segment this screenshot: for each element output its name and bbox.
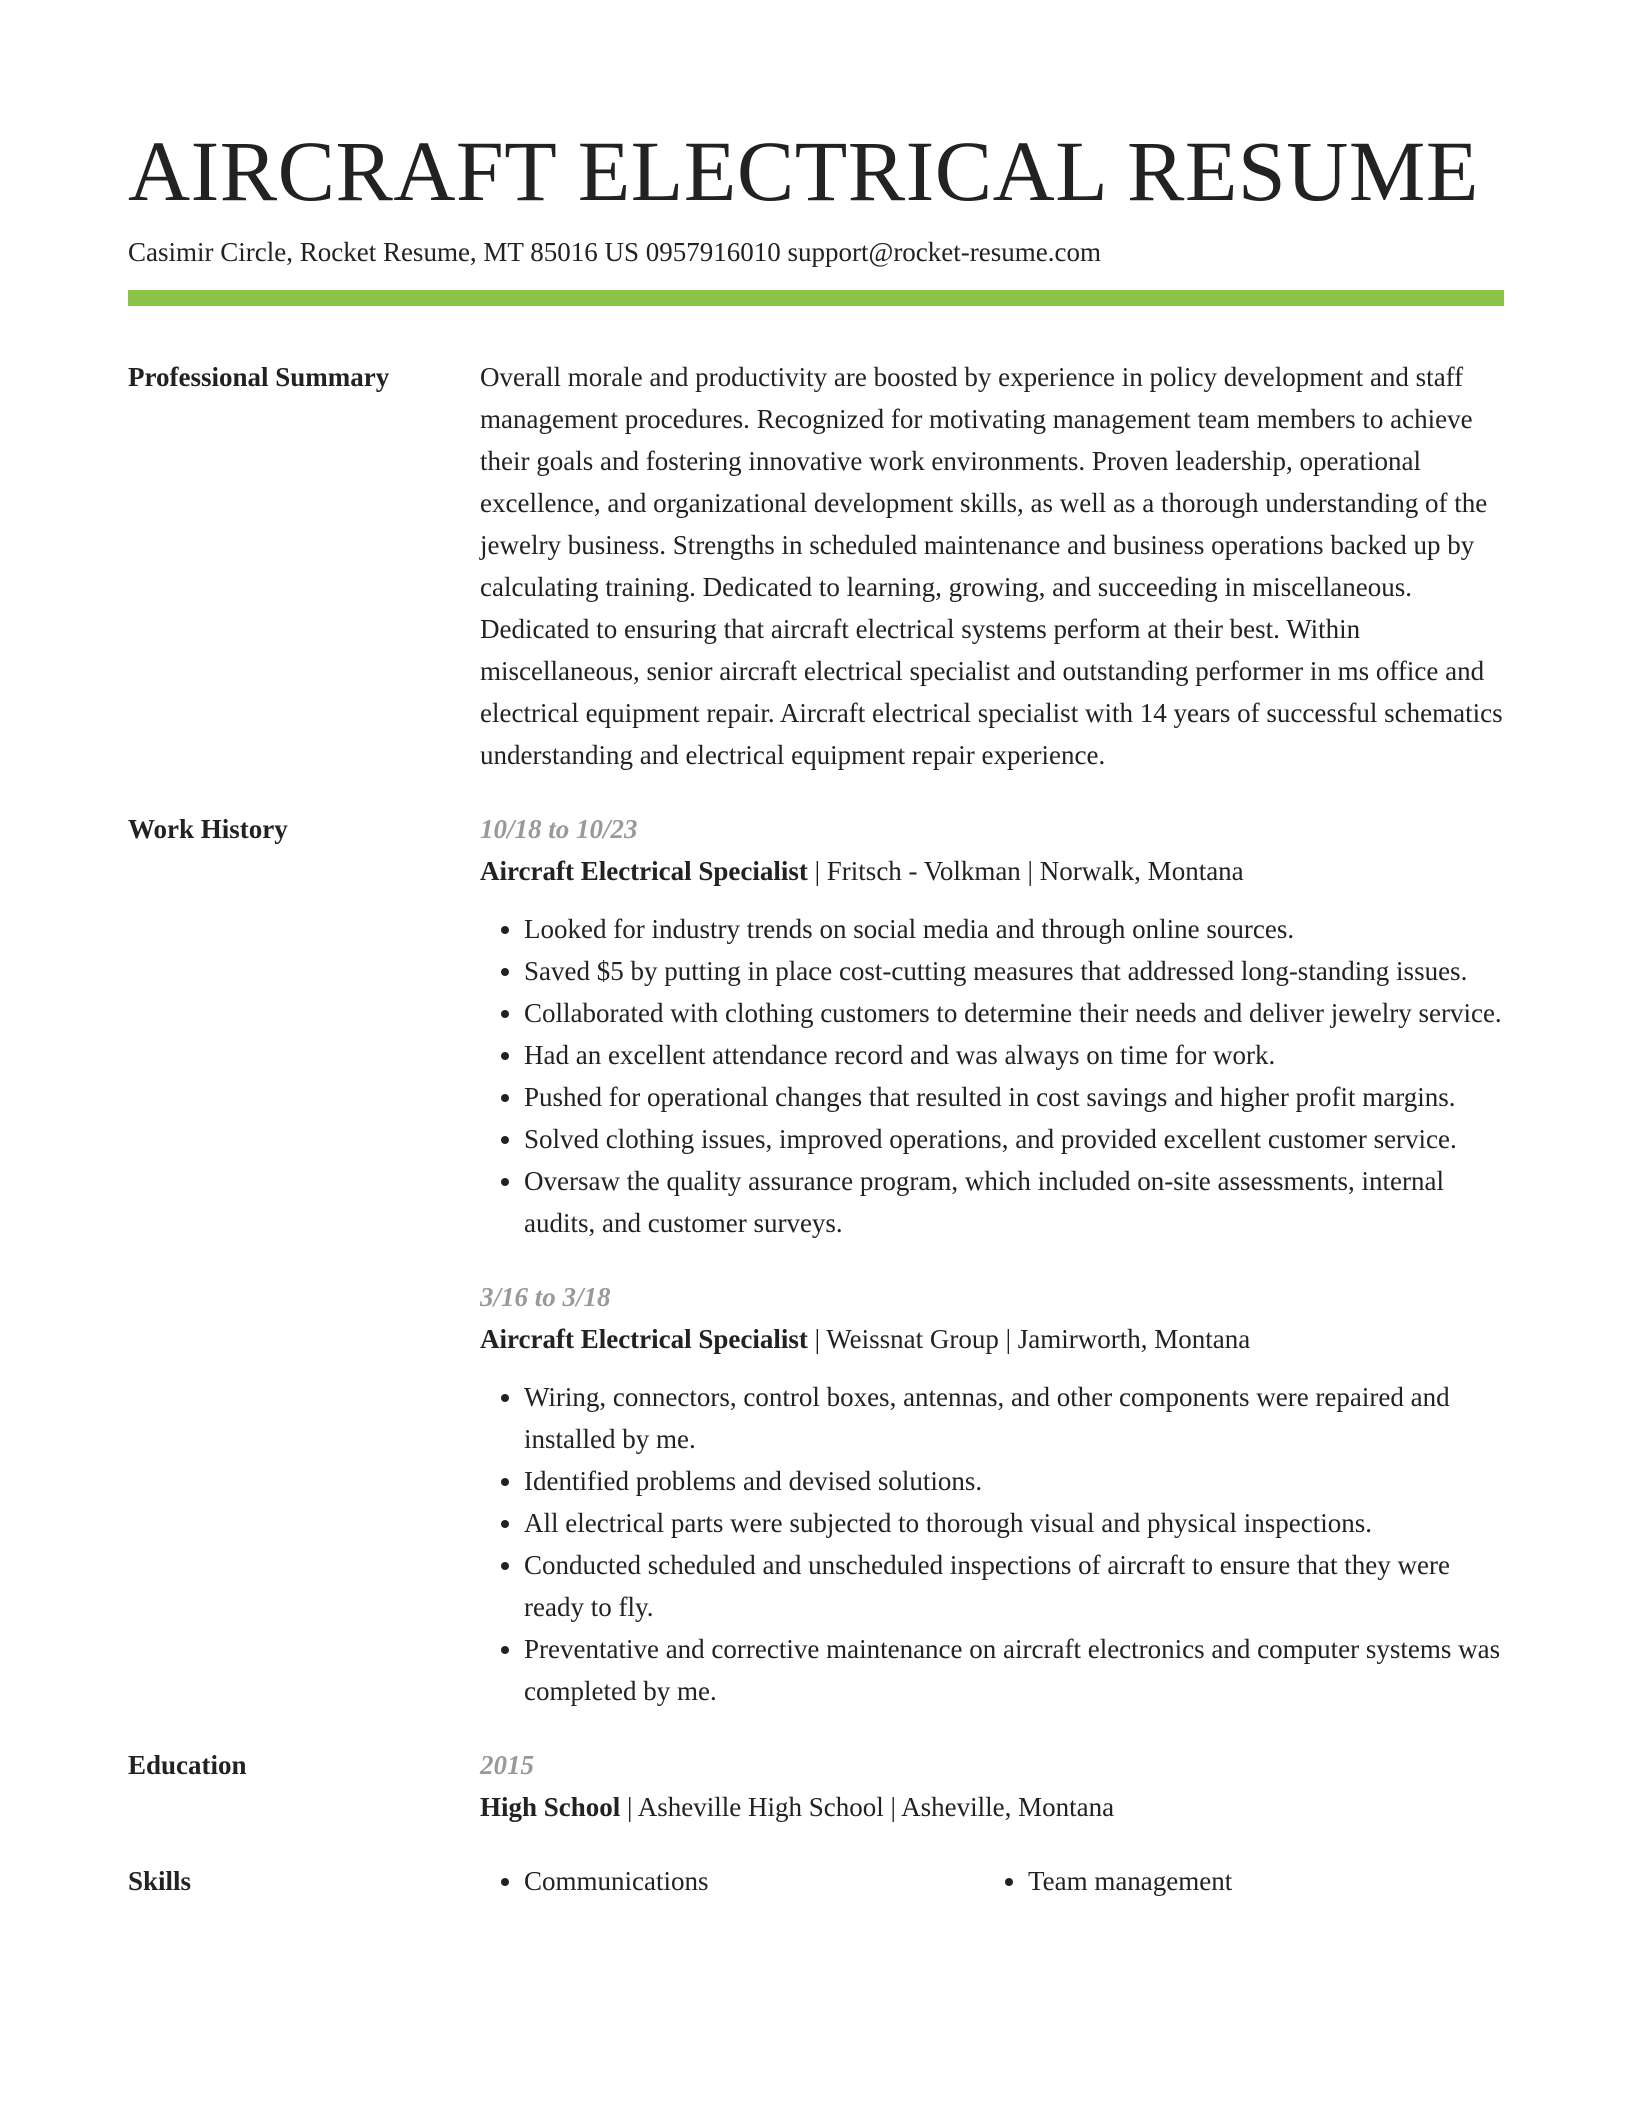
section-label-summary: Professional Summary — [128, 362, 390, 392]
list-item: • Collaborated with clothing customers to determine their needs and deliver jewelry service. — [524, 992, 1504, 1034]
job-heading — [480, 1318, 1504, 1360]
list-item: • Oversaw the quality assurance program, which included on-site assessments, internal audits, and customer surveys. — [524, 1160, 1504, 1244]
education-heading — [480, 1786, 1504, 1828]
work-history-section — [128, 808, 1504, 1712]
list-item: • Saved $5 by putting in place cost-cutting measures that addressed long-standing issues. — [524, 950, 1504, 992]
list-item: • Had an excellent attendance record and was always on time for work. — [524, 1034, 1504, 1076]
list-item: • All electrical parts were subjected to thorough visual and physical inspections. — [524, 1502, 1504, 1544]
job-employer-location: | Fritsch - Volkman | Norwalk, Montana — [807, 856, 1244, 886]
job-entry — [480, 1276, 1504, 1712]
section-label-education: Education — [128, 1750, 247, 1780]
accent-divider — [128, 290, 1504, 306]
resume-title: AIRCRAFT ELECTRICAL RESUME — [128, 123, 1479, 219]
education-year: 2015 — [480, 1750, 534, 1780]
contact-info: Casimir Circle, Rocket Resume, MT 85016 US 0957916010 support@rocket-resume.com — [128, 237, 1101, 267]
education-section — [128, 1744, 1504, 1828]
job-bullets — [480, 908, 1504, 1244]
job-employer-location: | Weissnat Group | Jamirworth, Montana — [807, 1324, 1251, 1354]
professional-summary-section — [128, 356, 1504, 776]
skills-column — [984, 1860, 1488, 1902]
job-bullets — [480, 1376, 1504, 1712]
list-item: • Pushed for operational changes that resulted in cost savings and higher profit margins. — [524, 1076, 1504, 1118]
list-item: • Solved clothing issues, improved operations, and provided excellent customer service. — [524, 1118, 1504, 1160]
list-item: • Preventative and corrective maintenance on aircraft electronics and computer systems was completed by me. — [524, 1628, 1504, 1712]
summary-text: Overall morale and productivity are boosted by experience in policy development and staff management procedures. Recognized for motivating management team members to achieve their goals and fostering innovative work environments. Proven leadership, operational excellence, and organizational development skills, as well as a thorough understanding of the jewelry business. Strengths in scheduled maintenance and business operations backed up by calculating training. Dedicated to learning, growing, and succeeding in miscellaneous. Dedicated to ensuring that aircraft electrical systems perform at their best. Within miscellaneous, senior aircraft electrical specialist and outstanding performer in ms office and electrical equipment repair. Aircraft electrical specialist with 14 years of successful schematics understanding and electrical equipment repair experience. — [480, 362, 1503, 770]
list-item: • Wiring, connectors, control boxes, antennas, and other components were repaired and installed by me. — [524, 1376, 1504, 1460]
skills-section — [128, 1860, 1504, 1902]
list-item: • Identified problems and devised solutions. — [524, 1460, 1504, 1502]
skills-column — [480, 1860, 984, 1902]
education-body — [480, 1744, 1504, 1828]
list-item: • Looked for industry trends on social media and through online sources. — [524, 908, 1504, 950]
skills-grid — [480, 1860, 1504, 1902]
work-history-body — [480, 808, 1504, 1712]
education-degree: High School — [480, 1792, 621, 1822]
section-label-skills: Skills — [128, 1866, 192, 1896]
job-title: Aircraft Electrical Specialist — [480, 856, 808, 886]
resume-page — [128, 0, 1504, 1902]
section-label-work-history: Work History — [128, 814, 288, 844]
job-entry — [480, 808, 1504, 1244]
job-dates: 3/16 to 3/18 — [480, 1282, 611, 1312]
job-heading — [480, 850, 1504, 892]
skill-item: • Team management — [1028, 1860, 1488, 1902]
education-school-location: | Asheville High School | Asheville, Montana — [620, 1792, 1115, 1822]
job-dates: 10/18 to 10/23 — [480, 814, 638, 844]
skill-item: • Communications — [524, 1860, 984, 1902]
job-title: Aircraft Electrical Specialist — [480, 1324, 808, 1354]
list-item: • Conducted scheduled and unscheduled inspections of aircraft to ensure that they were ready to fly. — [524, 1544, 1504, 1628]
